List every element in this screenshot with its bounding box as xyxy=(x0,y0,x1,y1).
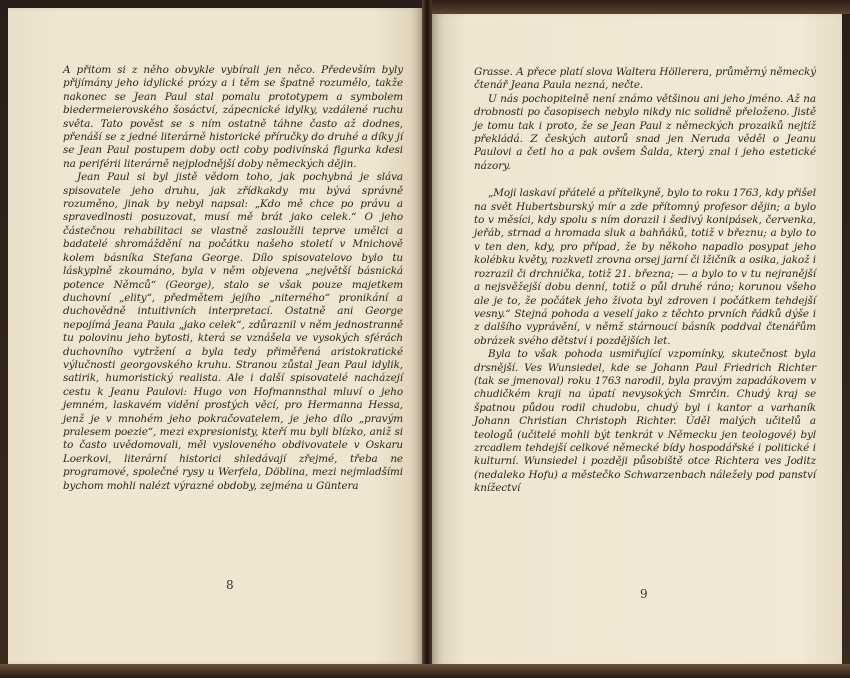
left-page xyxy=(8,8,422,664)
right-page-number: 9 xyxy=(640,587,648,601)
right-paragraph-1: Grasse. A přece platí slova Waltera Höllerera, průměrný německý čtenář Jeana Paula nezná, nečte. xyxy=(474,66,816,92)
left-page-text xyxy=(63,64,403,493)
right-paragraph-4: Byla to však pohoda usmiřující vzpomínky, skutečnost byla drsnější. Ves Wunsiedel, kde se Johann Paul Friedrich Richter (tak se jmenoval) roku 1763 narodil, byla pravým zapadákovem v chudičkém kraji na úpatí nevysokých Smrčin. Chudý kraj se špatnou půdou rodil chudobu, chudý byl i kantor a varhaník Johann Christian Christoph Richter. Úděl malých učitelů a teologů (učitelé mohli být tenkrát v Německu jen teologové) byl zrcadlem tehdejší celkové německé bídy hospodářské i politické i kulturní. Wunsiedel i později působiště otce Richtera ves Joditz (nedaleko Hofu) a městečko Schwarzenbach náležely pod panství knížectví xyxy=(474,348,816,495)
right-paragraph-2: U nás pochopitelně není známo většinou ani jeho jméno. Až na drobnosti po časopisech nebylo nikdy nic solidně přeloženo. Jistě je tomu tak i proto, že se Jean Paul z německých prozaiků nejtíž překládá. Z českých autorů snad jen Neruda věděl o Jeanu Paulovi a četl ho a pak ovšem Šalda, který znal i jeho estetické názory. xyxy=(474,92,816,172)
right-page xyxy=(432,14,842,666)
right-paragraph-3: „Moji laskaví přátelé a přítelkyně, bylo to roku 1763, kdy přišel na svět Hubertsburský mír a zde přítomný profesor dějin; a bylo to v měsíci, kdy spolu s ním dorazil i šedivý konipásek, červenka, jeřáb, strnad a hromada sluk a bahňáků, totiž v březnu; a bylo to v ten den, kdy, pro případ, že by někoho napadlo posypat jeho kolébku květy, rozkvetl zrovna orsej jarní či lžičník a osika, jakož i rozrazil či drchnička, totiž 21. března; — a bylo to v tu nejranější a nejsvěžejší dobu denní, totiž o půl druhé ráno; korunou všeho ale je to, že počátek jeho života byl zdroven i počátkem tehdejší vesny.“ Stejná pohoda a veselí jako z těchto prvních řádků dýše i z dalšího vyprávění, v němž stárnoucí básník poddval čtenářům obrázek svého dětství i pozdějších let. xyxy=(474,187,816,347)
right-page-text xyxy=(474,66,816,496)
book-gutter xyxy=(422,0,432,678)
left-paragraph-1: A přitom si z něho obvykle vybírali jen něco. Především byly přijímány jeho idylické prózy a i těm se špatně rozumělo, takže nakonec se Jean Paul stal pomalu prototypem a symbolem biedermeierovského šosáctví, zápecnické idylky, vzdálené ruchu světa. Tato pověst se s ním ostatně táhne často až dodnes, přenáší se z jedné literárně historické příručky do druhé a díky jí se Jean Paul postupem doby octl coby podivínská figurka kdesi na periférii literárně nejplodnější doby německých dějin. xyxy=(63,64,403,170)
left-page-number: 8 xyxy=(226,578,234,592)
book-bottom-edge xyxy=(0,664,850,678)
page-top-edge xyxy=(430,0,850,14)
left-paragraph-2: Jean Paul si byl jistě vědom toho, jak pochybná je sláva spisovatele jeho druhu, jak zřídkakdy mu bývá správně rozuměno, jinak by nebyl napsal: „Kdo mě chce po právu a spravedlnosti posuzovat, musí mě brát jako celek.“ O jeho částečnou rehabilitaci se vlastně zasloužili teprve umělci a badatelé shromáždění na počátku našeho století v Mnichově kolem básníka Stefana George. Dílo spisovatelovo bylo tu láskyplně zkoumáno, byla v něm objevena „největší básnická potence Němců“ (George), stalo se však pouze majetkem duchovní „elity“, předmětem jejího „niterného“ pronikání a duchovědně intuitivních interpretací. Ostatně ani George nepojímá Jeana Paula „jako celek“, zdůraznil v něm jednostranně tu polovinu jeho bytosti, která se vznášela ve vysokých sférách duchovního vytržení a byla tedy přiměřená aristokratické výlučnosti georgovského kruhu. Stranou zůstal Jean Paul idylik, satirik, humoristický realista. Ale i další spisovatelé nacházejí cestu k Jeanu Paulovi: Hugo von Hofmannsthal mluví o jeho jemném, laskavém vidění prostých věcí, pro Hermanna Hessa, jenž je v mnohém jeho pokračovatelem, je jeho dílo „pravým pralesem poezie“, mezi expresionisty, kteří mu byli blízko, aniž si to často uvědomovali, měl vysloveného obdivovatele v Oskaru Loerkovi, literární historici shledávají zřejmé, třeba ne programové, společné rysy u Werfela, Döblina, mezi nejmladšími bychom mohli nalézt výrazné obdoby, zejména u Güntera xyxy=(63,171,403,492)
